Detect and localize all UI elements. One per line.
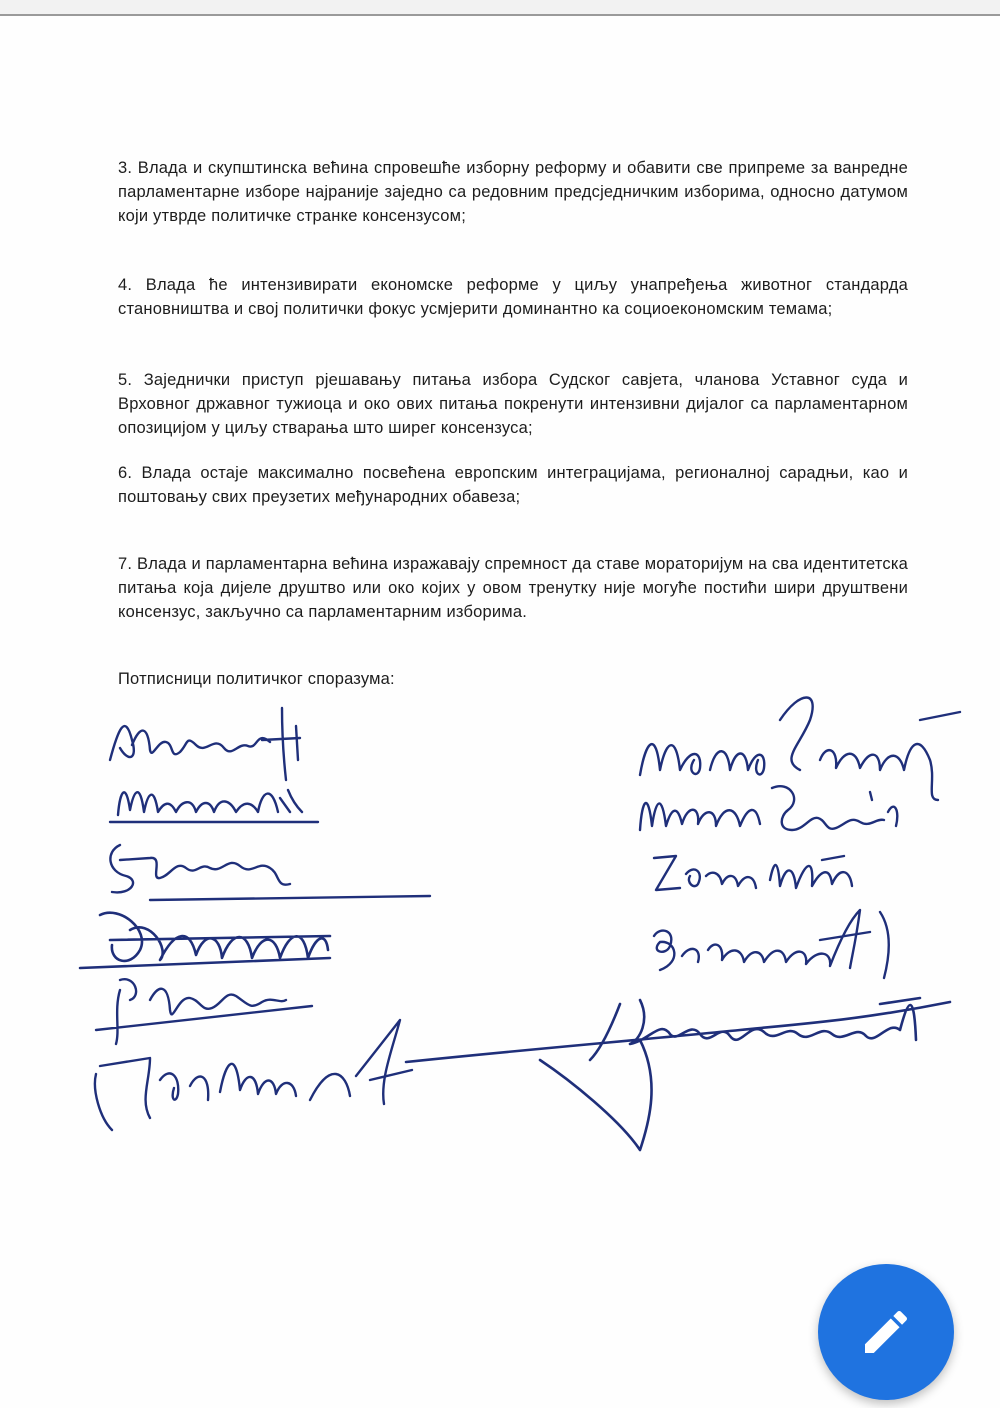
paragraph-6: 6. Влада остаје максимално посвећена европским интеграцијама, регионалној сарадњи, као и поштовању свих преузетих међународних обавеза; xyxy=(118,464,908,506)
paragraph-7: 7. Влада и парламентарна већина изражавају спремност да ставе мораторијум на сва идентитетска питања која дијеле друштво или око којих у овом тренутку није могуће постићи шири друштвени консензус, закључно са парламентарним изборима. xyxy=(118,555,908,621)
paragraph-5: 5. Заједнички приступ рјешавању питања избора Судског савјета, чланова Уставног суда и Врховног државног тужиоца и око ових питања покренути интензивни дијалог са парламентарном опозицијом у циљу стварања што ширег консензуса; xyxy=(118,371,908,437)
paragraph-3: 3. Влада и скупштинска већина спровешће изборну реформу и обавити све припреме за ванредне парламентарне изборе најраније заједно са редовним предсједничким изборима, односно датумом који утврде политичке странке консензусом; xyxy=(118,159,908,225)
paragraph-4: 4. Влада ће интензивирати економске реформе у циљу унапређења животног стандарда становништва и свој политички фокус усмјерити доминантно ка социоекономским темама; xyxy=(118,276,908,318)
viewer-top-bar xyxy=(0,0,1000,16)
edit-fab-button[interactable] xyxy=(818,1264,954,1400)
pencil-icon xyxy=(858,1304,914,1360)
signatories-label: Потписници политичког споразума: xyxy=(118,670,395,688)
